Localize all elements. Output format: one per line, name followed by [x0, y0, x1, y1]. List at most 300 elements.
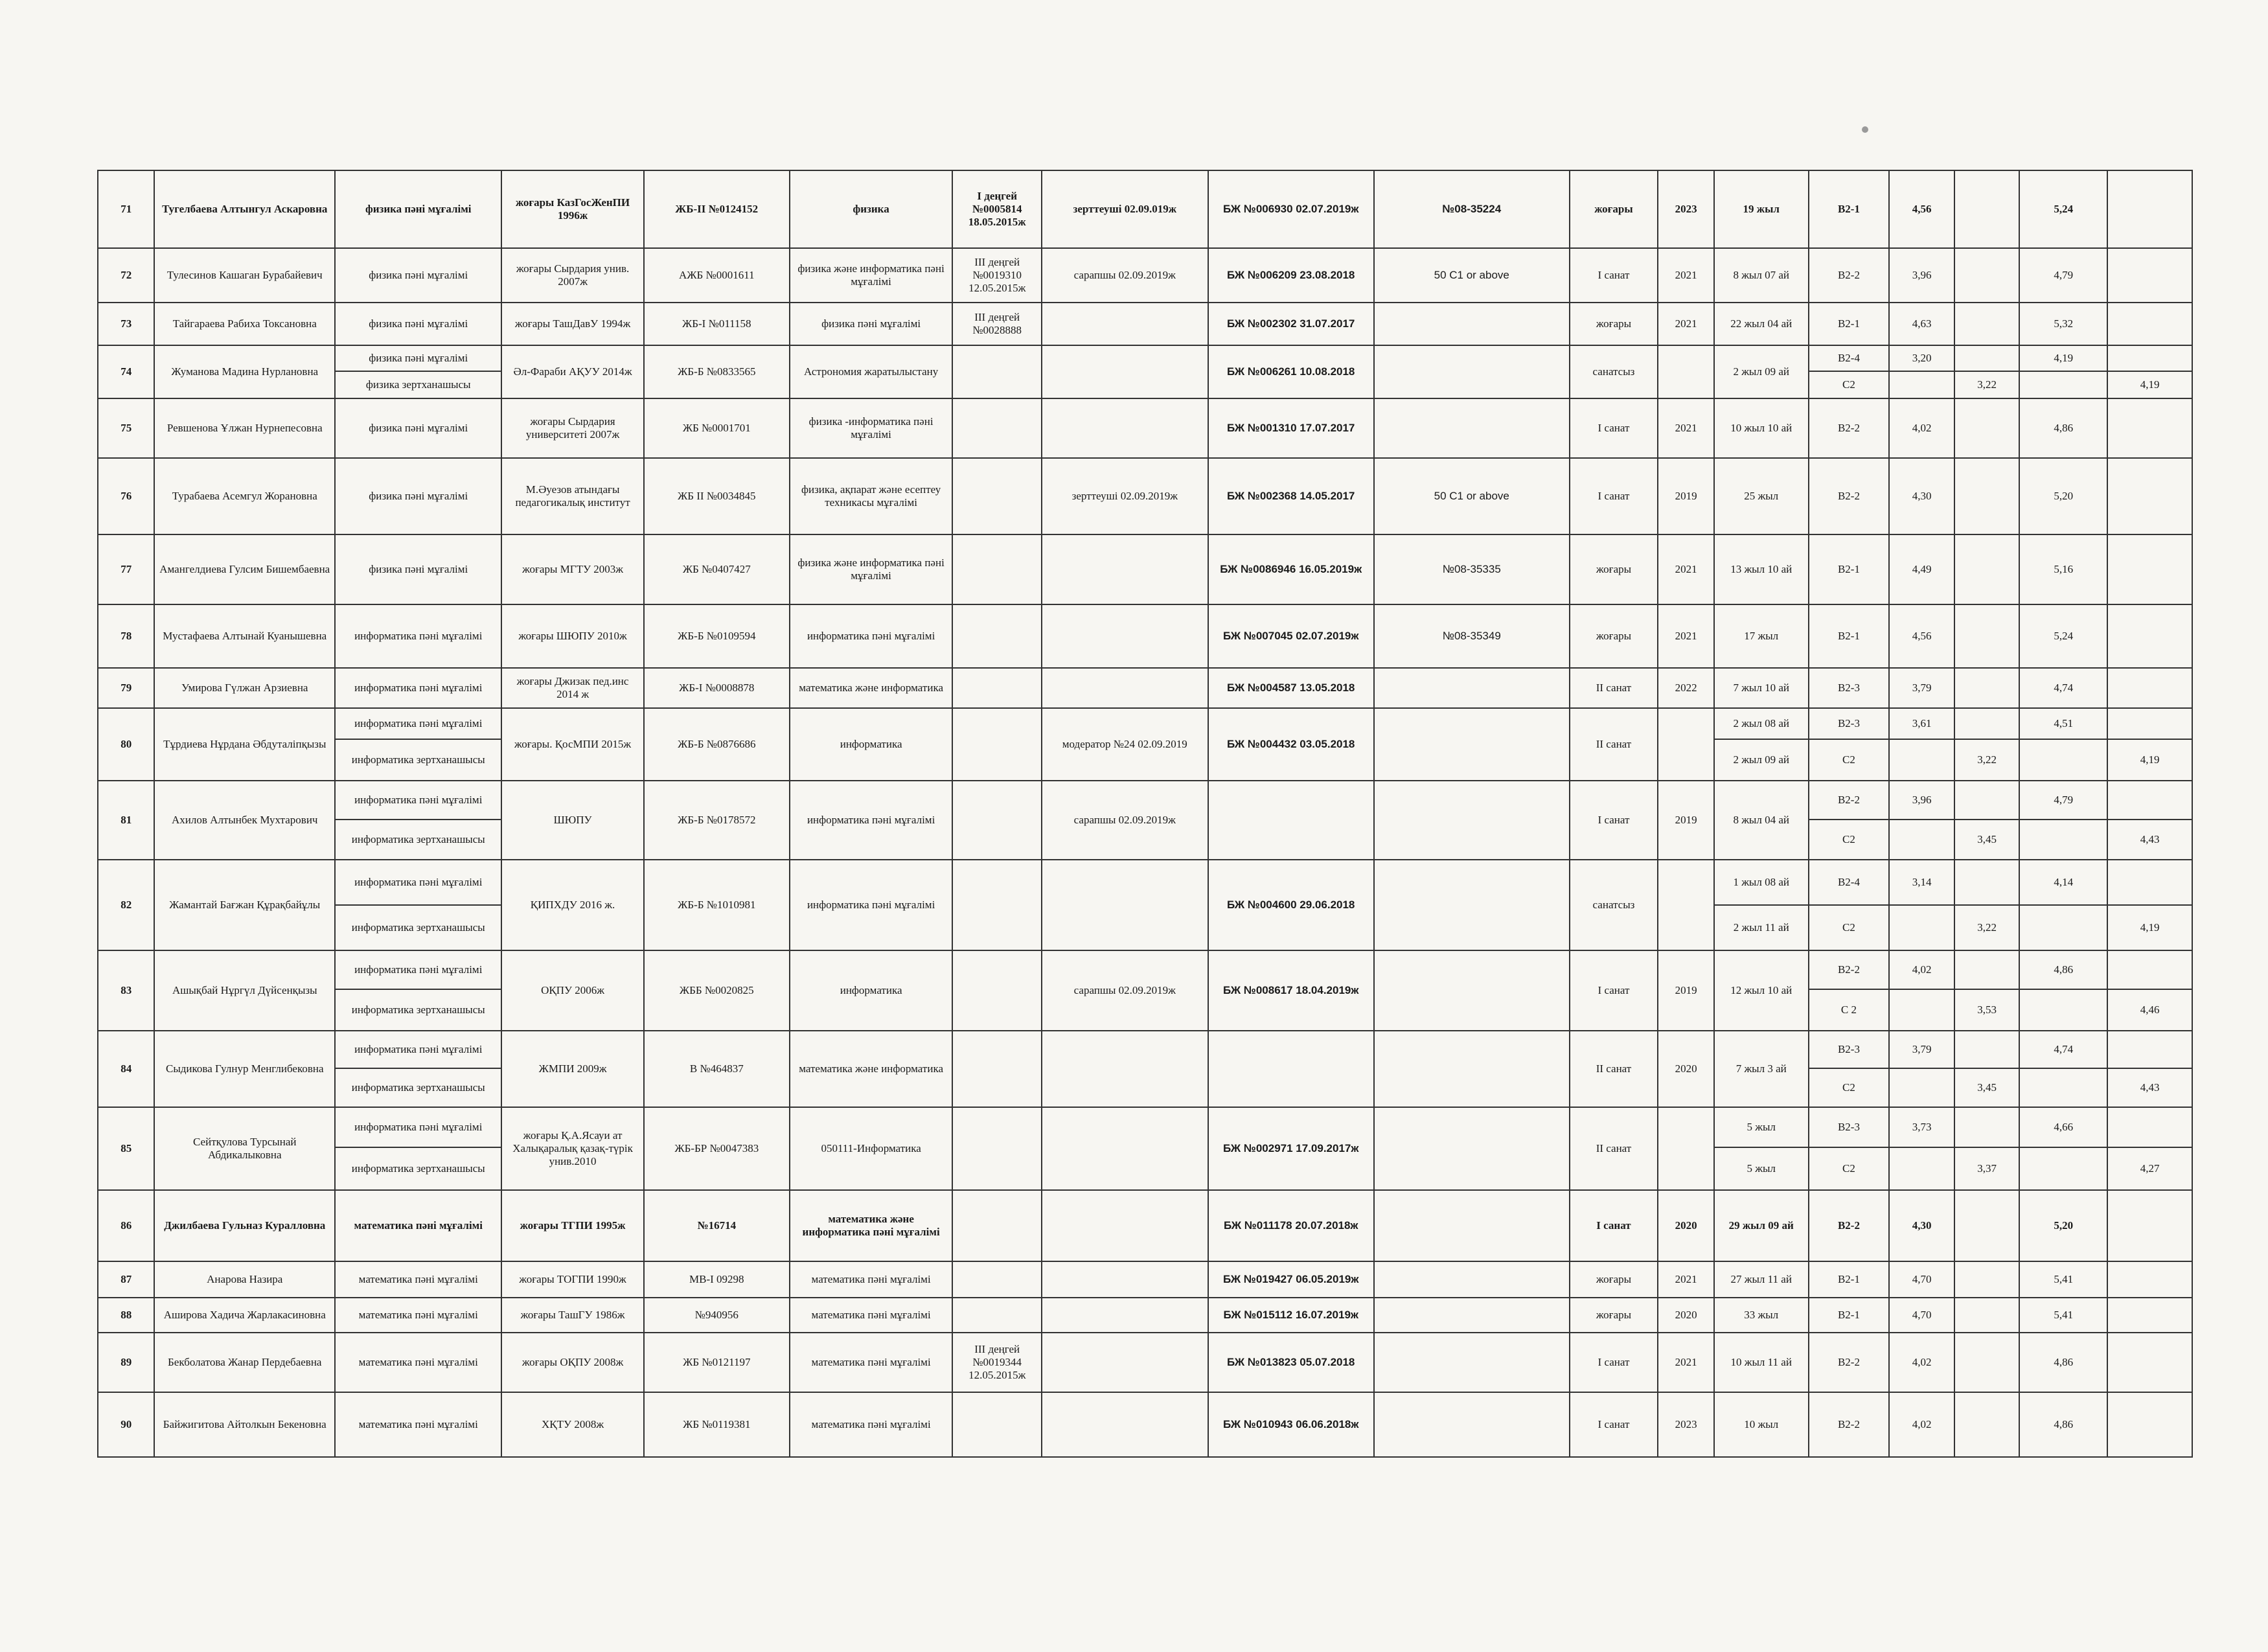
cell-name: Сейтқулова Турсынай Абдикалыковна: [154, 1107, 335, 1190]
cell-cert: БЖ №0086946 16.05.2019ж: [1208, 534, 1374, 604]
cell-grp-sub: C2: [1809, 371, 1890, 398]
cell-num: 82: [98, 860, 154, 950]
cell-v3: 4,86: [2019, 1333, 2107, 1392]
cell-v4: [2107, 534, 2192, 604]
cell-year: 2022: [1658, 668, 1713, 708]
cell-spec: математика пәні мұғалімі: [790, 1392, 952, 1457]
cell-cert: БЖ №011178 20.07.2018ж: [1208, 1190, 1374, 1261]
cell-name: Тұрдиева Нұрдана Әбдуталіпқызы: [154, 708, 335, 781]
cell-v3-sub: [2019, 1147, 2107, 1190]
cell-v3: 4,19: [2019, 345, 2107, 371]
cell-v2: [1954, 1261, 2020, 1298]
cell-order: 50 C1 or above: [1374, 458, 1570, 534]
cell-role: зерттеуші 02.09.019ж: [1042, 170, 1208, 248]
cell-v3: 5,20: [2019, 1190, 2107, 1261]
cell-dip: №16714: [644, 1190, 790, 1261]
cell-order: [1374, 1190, 1570, 1261]
cell-order: [1374, 1333, 1570, 1392]
cell-cat: жоғары: [1570, 1261, 1658, 1298]
cell-dip: ЖБ-Б №0109594: [644, 604, 790, 668]
cell-name: Бекболатова Жанар Пердебаевна: [154, 1333, 335, 1392]
cell-v4: [2107, 398, 2192, 458]
cell-num: 73: [98, 303, 154, 345]
cell-dip: ЖБ №0121197: [644, 1333, 790, 1392]
cell-exp: 8 жыл 04 ай: [1714, 781, 1809, 860]
cell-year: [1658, 708, 1713, 781]
table-row: [98, 604, 2192, 668]
cell-year: 2020: [1658, 1031, 1713, 1107]
cell-v4: [2107, 303, 2192, 345]
cell-spec: физика: [790, 170, 952, 248]
cell-exp: 5 жыл: [1714, 1107, 1809, 1147]
cell-dip: ЖБ-Б №0833565: [644, 345, 790, 398]
cell-grp-sub: C2: [1809, 820, 1890, 860]
cell-grp: B2-2: [1809, 398, 1890, 458]
cell-edu: Әл-Фараби АҚУУ 2014ж: [501, 345, 643, 398]
cell-num: 85: [98, 1107, 154, 1190]
cell-v4: [2107, 1261, 2192, 1298]
cell-pos: информатика пәні мұғалімі: [335, 668, 501, 708]
cell-edu: жоғары Сырдария университеті 2007ж: [501, 398, 643, 458]
cell-role: [1042, 1031, 1208, 1107]
cell-v2: [1954, 668, 2020, 708]
cell-v2: [1954, 303, 2020, 345]
cell-cert: БЖ №010943 06.06.2018ж: [1208, 1392, 1374, 1457]
cell-exp-sub: 5 жыл: [1714, 1147, 1809, 1190]
cell-year: 2021: [1658, 1333, 1713, 1392]
cell-dip: В №464837: [644, 1031, 790, 1107]
cell-name: Умирова Гүлжан Арзиевна: [154, 668, 335, 708]
cell-order: [1374, 708, 1570, 781]
cell-num: 78: [98, 604, 154, 668]
cell-cat: II санат: [1570, 1031, 1658, 1107]
cell-spec: математика және информатика: [790, 1031, 952, 1107]
cell-v1: 4,70: [1889, 1298, 1954, 1333]
cell-year: 2019: [1658, 950, 1713, 1031]
cell-role: [1042, 1392, 1208, 1457]
cell-name: Жуманова Мадина Нурлановна: [154, 345, 335, 398]
cell-v1-sub: [1889, 989, 1954, 1031]
cell-cert: [1208, 781, 1374, 860]
cell-v3-sub: [2019, 989, 2107, 1031]
cell-v4: [2107, 248, 2192, 303]
cell-name: Анарова Назира: [154, 1261, 335, 1298]
cell-name: Турабаева Асемгул Жорановна: [154, 458, 335, 534]
cell-year: [1658, 345, 1713, 398]
table-row: [98, 1107, 2192, 1147]
cell-v2: [1954, 860, 2020, 905]
cell-v2-sub: 3,22: [1954, 739, 2020, 781]
cell-grp-sub: C2: [1809, 1068, 1890, 1107]
cell-dip: ЖБ-II №0124152: [644, 170, 790, 248]
cell-dip: ЖБ-I №011158: [644, 303, 790, 345]
cell-v1: 3,79: [1889, 668, 1954, 708]
table-row: [98, 668, 2192, 708]
cell-cat: I санат: [1570, 248, 1658, 303]
cell-dip: ЖБ II №0034845: [644, 458, 790, 534]
cell-name: Тулесинов Кашаган Бурабайевич: [154, 248, 335, 303]
cell-grp: B2-2: [1809, 1392, 1890, 1457]
cell-num: 75: [98, 398, 154, 458]
cell-role: [1042, 1190, 1208, 1261]
cell-v3: 4,74: [2019, 668, 2107, 708]
cell-pos-sub: информатика зертханашысы: [335, 905, 501, 950]
cell-grp: B2-3: [1809, 708, 1890, 739]
table-row: [98, 1392, 2192, 1457]
cell-v1: 3,73: [1889, 1107, 1954, 1147]
table-row: [98, 781, 2192, 820]
cell-cat: жоғары: [1570, 604, 1658, 668]
cell-order: 50 C1 or above: [1374, 248, 1570, 303]
cell-cat: жоғары: [1570, 303, 1658, 345]
cell-edu: ОҚПУ 2006ж: [501, 950, 643, 1031]
cell-spec: информатика: [790, 708, 952, 781]
cell-v3: 5,24: [2019, 170, 2107, 248]
cell-cert: БЖ №002302 31.07.2017: [1208, 303, 1374, 345]
cell-role: [1042, 1107, 1208, 1190]
cell-exp: 10 жыл: [1714, 1392, 1809, 1457]
cell-lvl: I деңгей №0005814 18.05.2015ж: [952, 170, 1042, 248]
cell-v4: [2107, 1107, 2192, 1147]
cell-pos: физика пәні мұғалімі: [335, 303, 501, 345]
cell-role: [1042, 1298, 1208, 1333]
scan-dot: [1862, 126, 1868, 133]
cell-pos-sub: физика зертханашысы: [335, 371, 501, 398]
cell-role: [1042, 303, 1208, 345]
cell-pos: математика пәні мұғалімі: [335, 1333, 501, 1392]
cell-spec: Астрономия жаратылыстану: [790, 345, 952, 398]
cell-dip: ЖБ №0407427: [644, 534, 790, 604]
cell-edu: жоғары Джизак пед.инс 2014 ж: [501, 668, 643, 708]
cell-v2: [1954, 170, 2020, 248]
cell-edu: жоғары Қ.А.Ясауи ат Халықаралық қазақ-түрік унив.2010: [501, 1107, 643, 1190]
cell-v1: 4,02: [1889, 1333, 1954, 1392]
cell-lvl: [952, 1190, 1042, 1261]
cell-role: [1042, 604, 1208, 668]
cell-exp: 10 жыл 10 ай: [1714, 398, 1809, 458]
cell-order: №08-35349: [1374, 604, 1570, 668]
cell-cat: жоғары: [1570, 534, 1658, 604]
cell-v4: [2107, 345, 2192, 371]
cell-grp: B2-1: [1809, 1298, 1890, 1333]
cell-cat: санатсыз: [1570, 860, 1658, 950]
cell-edu: жоғары ТашДавУ 1994ж: [501, 303, 643, 345]
cell-role: модератор №24 02.09.2019: [1042, 708, 1208, 781]
cell-num: 72: [98, 248, 154, 303]
cell-name: Аширова Хадича Жарлакасиновна: [154, 1298, 335, 1333]
cell-exp: 2 жыл 09 ай: [1714, 345, 1809, 398]
cell-dip: ЖБ №0001701: [644, 398, 790, 458]
cell-pos: информатика пәні мұғалімі: [335, 708, 501, 739]
cell-v1: 4,49: [1889, 534, 1954, 604]
cell-v1: 4,56: [1889, 604, 1954, 668]
cell-v3: 5,32: [2019, 303, 2107, 345]
cell-v2: [1954, 1031, 2020, 1068]
cell-cat: I санат: [1570, 781, 1658, 860]
cell-year: [1658, 860, 1713, 950]
cell-name: Мустафаева Алтынай Куанышевна: [154, 604, 335, 668]
cell-grp: B2-2: [1809, 950, 1890, 989]
cell-v1-sub: [1889, 739, 1954, 781]
cell-grp: B2-1: [1809, 170, 1890, 248]
cell-name: Ашықбай Нұргүл Дүйсенқызы: [154, 950, 335, 1031]
cell-cert: БЖ №006930 02.07.2019ж: [1208, 170, 1374, 248]
cell-spec: математика және информатика: [790, 668, 952, 708]
cell-spec: физика -информатика пәні мұғалімі: [790, 398, 952, 458]
cell-spec: информатика: [790, 950, 952, 1031]
cell-dip: ЖБ №0119381: [644, 1392, 790, 1457]
table-row: [98, 398, 2192, 458]
cell-v4: [2107, 708, 2192, 739]
cell-role: [1042, 345, 1208, 398]
cell-v4: [2107, 1190, 2192, 1261]
cell-edu: жоғары ШЮПУ 2010ж: [501, 604, 643, 668]
staff-table-sheet: [97, 170, 2193, 1458]
cell-lvl: [952, 534, 1042, 604]
cell-year: [1658, 1107, 1713, 1190]
cell-grp: B2-1: [1809, 303, 1890, 345]
cell-grp: B2-3: [1809, 1031, 1890, 1068]
cell-spec: физика, ақпарат және есептеу техникасы мұғалімі: [790, 458, 952, 534]
cell-grp: B2-2: [1809, 458, 1890, 534]
cell-edu: жоғары Сырдария унив. 2007ж: [501, 248, 643, 303]
cell-cat: I санат: [1570, 1392, 1658, 1457]
cell-cert: БЖ №004600 29.06.2018: [1208, 860, 1374, 950]
cell-edu: ШЮПУ: [501, 781, 643, 860]
cell-v4-sub: 4,43: [2107, 820, 2192, 860]
cell-role: [1042, 534, 1208, 604]
cell-v3: 5,16: [2019, 534, 2107, 604]
cell-num: 87: [98, 1261, 154, 1298]
cell-lvl: [952, 781, 1042, 860]
cell-dip: ЖБ-Б №0876686: [644, 708, 790, 781]
cell-dip: МВ-I 09298: [644, 1261, 790, 1298]
cell-lvl: [952, 345, 1042, 398]
cell-edu: ЖМПИ 2009ж: [501, 1031, 643, 1107]
cell-exp: 27 жыл 11 ай: [1714, 1261, 1809, 1298]
cell-v1-sub: [1889, 1068, 1954, 1107]
cell-v3: 4,79: [2019, 248, 2107, 303]
table-body: [98, 170, 2192, 1457]
cell-num: 80: [98, 708, 154, 781]
cell-lvl: [952, 1298, 1042, 1333]
cell-spec: 050111-Информатика: [790, 1107, 952, 1190]
cell-cert: БЖ №013823 05.07.2018: [1208, 1333, 1374, 1392]
cell-lvl: [952, 950, 1042, 1031]
cell-dip: ЖБ-Б №1010981: [644, 860, 790, 950]
cell-name: Жамантай Бағжан Құрақбайұлы: [154, 860, 335, 950]
cell-v2-sub: 3,22: [1954, 905, 2020, 950]
cell-exp: 7 жыл 3 ай: [1714, 1031, 1809, 1107]
cell-lvl: III деңгей №0019310 12.05.2015ж: [952, 248, 1042, 303]
cell-v3: 5,24: [2019, 604, 2107, 668]
cell-lvl: [952, 398, 1042, 458]
cell-v1: 3,79: [1889, 1031, 1954, 1068]
cell-order: №08-35224: [1374, 170, 1570, 248]
cell-edu: жоғары МГТУ 2003ж: [501, 534, 643, 604]
cell-cat: II санат: [1570, 668, 1658, 708]
cell-year: 2021: [1658, 303, 1713, 345]
cell-role: сарапшы 02.09.2019ж: [1042, 248, 1208, 303]
cell-order: [1374, 345, 1570, 398]
cell-cat: I санат: [1570, 1333, 1658, 1392]
cell-pos: физика пәні мұғалімі: [335, 534, 501, 604]
cell-v4: [2107, 1031, 2192, 1068]
table-row: [98, 170, 2192, 248]
cell-v4: [2107, 1333, 2192, 1392]
cell-order: [1374, 1031, 1570, 1107]
cell-v3: 4,51: [2019, 708, 2107, 739]
cell-v3-sub: [2019, 820, 2107, 860]
cell-grp: B2-2: [1809, 1333, 1890, 1392]
cell-v1: 3,20: [1889, 345, 1954, 371]
cell-v2: [1954, 1392, 2020, 1457]
cell-pos: информатика пәні мұғалімі: [335, 781, 501, 820]
cell-v4: [2107, 170, 2192, 248]
cell-cat: II санат: [1570, 1107, 1658, 1190]
cell-role: [1042, 398, 1208, 458]
cell-name: Ахилов Алтынбек Мухтарович: [154, 781, 335, 860]
cell-num: 79: [98, 668, 154, 708]
cell-v2-sub: 3,45: [1954, 820, 2020, 860]
cell-v2-sub: 3,53: [1954, 989, 2020, 1031]
cell-cat: санатсыз: [1570, 345, 1658, 398]
cell-cert: БЖ №007045 02.07.2019ж: [1208, 604, 1374, 668]
cell-exp: 29 жыл 09 ай: [1714, 1190, 1809, 1261]
cell-v1-sub: [1889, 820, 1954, 860]
cell-order: [1374, 1298, 1570, 1333]
cell-year: 2021: [1658, 604, 1713, 668]
cell-v3: 4,66: [2019, 1107, 2107, 1147]
cell-edu: жоғары. ҚосМПИ 2015ж: [501, 708, 643, 781]
cell-spec: математика және информатика пәні мұғалімі: [790, 1190, 952, 1261]
cell-spec: физика және информатика пәні мұғалімі: [790, 248, 952, 303]
cell-year: 2020: [1658, 1298, 1713, 1333]
cell-edu: ҚИПХДУ 2016 ж.: [501, 860, 643, 950]
table-row: [98, 708, 2192, 739]
cell-grp-sub: C 2: [1809, 989, 1890, 1031]
cell-v2: [1954, 781, 2020, 820]
cell-v2-sub: 3,37: [1954, 1147, 2020, 1190]
cell-num: 71: [98, 170, 154, 248]
cell-order: [1374, 781, 1570, 860]
cell-v4: [2107, 1298, 2192, 1333]
cell-grp-sub: C2: [1809, 1147, 1890, 1190]
cell-name: Тайгараева Рабиха Токсановна: [154, 303, 335, 345]
cell-v2-sub: 3,22: [1954, 371, 2020, 398]
cell-num: 76: [98, 458, 154, 534]
cell-v1: 4,30: [1889, 1190, 1954, 1261]
cell-v3-sub: [2019, 739, 2107, 781]
table-row: [98, 345, 2192, 371]
cell-v1: 3,96: [1889, 248, 1954, 303]
cell-exp: 17 жыл: [1714, 604, 1809, 668]
cell-num: 90: [98, 1392, 154, 1457]
cell-v3-sub: [2019, 905, 2107, 950]
cell-v3: 4,14: [2019, 860, 2107, 905]
cell-order: [1374, 950, 1570, 1031]
cell-name: Байжигитова Айтолкын Бекеновна: [154, 1392, 335, 1457]
table-row: [98, 1190, 2192, 1261]
cell-exp: 12 жыл 10 ай: [1714, 950, 1809, 1031]
cell-grp: B2-1: [1809, 1261, 1890, 1298]
cell-num: 83: [98, 950, 154, 1031]
cell-order: [1374, 303, 1570, 345]
cell-num: 88: [98, 1298, 154, 1333]
cell-v2: [1954, 708, 2020, 739]
cell-v1: 3,14: [1889, 860, 1954, 905]
cell-v1: 4,02: [1889, 1392, 1954, 1457]
cell-name: Амангелдиева Гулсим Бишембаевна: [154, 534, 335, 604]
cell-v1: 3,61: [1889, 708, 1954, 739]
cell-v1: 4,70: [1889, 1261, 1954, 1298]
cell-role: зерттеуші 02.09.2019ж: [1042, 458, 1208, 534]
cell-cat: I санат: [1570, 950, 1658, 1031]
cell-v1: 4,30: [1889, 458, 1954, 534]
cell-exp: 7 жыл 10 ай: [1714, 668, 1809, 708]
cell-exp: 2 жыл 08 ай: [1714, 708, 1809, 739]
cell-order: [1374, 860, 1570, 950]
cell-pos: математика пәні мұғалімі: [335, 1190, 501, 1261]
cell-cert: БЖ №015112 16.07.2019ж: [1208, 1298, 1374, 1333]
cell-num: 74: [98, 345, 154, 398]
cell-cat: жоғары: [1570, 1298, 1658, 1333]
cell-name: Сыдикова Гулнур Менглибековна: [154, 1031, 335, 1107]
cell-grp: B2-3: [1809, 668, 1890, 708]
cell-pos: физика пәні мұғалімі: [335, 345, 501, 371]
cell-lvl: [952, 860, 1042, 950]
cell-grp-sub: C2: [1809, 905, 1890, 950]
cell-order: [1374, 1107, 1570, 1190]
cell-v1: 4,02: [1889, 398, 1954, 458]
cell-num: 84: [98, 1031, 154, 1107]
cell-dip: ЖБ-Б №0178572: [644, 781, 790, 860]
cell-year: 2023: [1658, 170, 1713, 248]
table-row: [98, 303, 2192, 345]
cell-grp: B2-4: [1809, 345, 1890, 371]
cell-lvl: [952, 668, 1042, 708]
cell-lvl: [952, 1261, 1042, 1298]
cell-pos-sub: информатика зертханашысы: [335, 1068, 501, 1107]
cell-v3: 4,86: [2019, 1392, 2107, 1457]
cell-lvl: III деңгей №0028888: [952, 303, 1042, 345]
table-row: [98, 458, 2192, 534]
cell-v3: 4,86: [2019, 398, 2107, 458]
cell-cat: I санат: [1570, 1190, 1658, 1261]
cell-name: Джилбаева Гульназ Куралловна: [154, 1190, 335, 1261]
cell-year: 2021: [1658, 398, 1713, 458]
cell-cat: I санат: [1570, 458, 1658, 534]
cell-v2: [1954, 534, 2020, 604]
cell-year: 2019: [1658, 458, 1713, 534]
cell-dip: №940956: [644, 1298, 790, 1333]
cell-exp-sub: 2 жыл 09 ай: [1714, 739, 1809, 781]
cell-v3: 5,20: [2019, 458, 2107, 534]
cell-pos: физика пәні мұғалімі: [335, 398, 501, 458]
cell-v4: [2107, 950, 2192, 989]
cell-spec: математика пәні мұғалімі: [790, 1298, 952, 1333]
cell-v3: 4,79: [2019, 781, 2107, 820]
cell-lvl: [952, 1392, 1042, 1457]
cell-v2-sub: 3,45: [1954, 1068, 2020, 1107]
cell-cert: БЖ №001310 17.07.2017: [1208, 398, 1374, 458]
cell-year: 2021: [1658, 1261, 1713, 1298]
cell-grp: B2-2: [1809, 781, 1890, 820]
cell-v1-sub: [1889, 905, 1954, 950]
table-row: [98, 950, 2192, 989]
cell-cert: БЖ №006209 23.08.2018: [1208, 248, 1374, 303]
table-row: [98, 1031, 2192, 1068]
